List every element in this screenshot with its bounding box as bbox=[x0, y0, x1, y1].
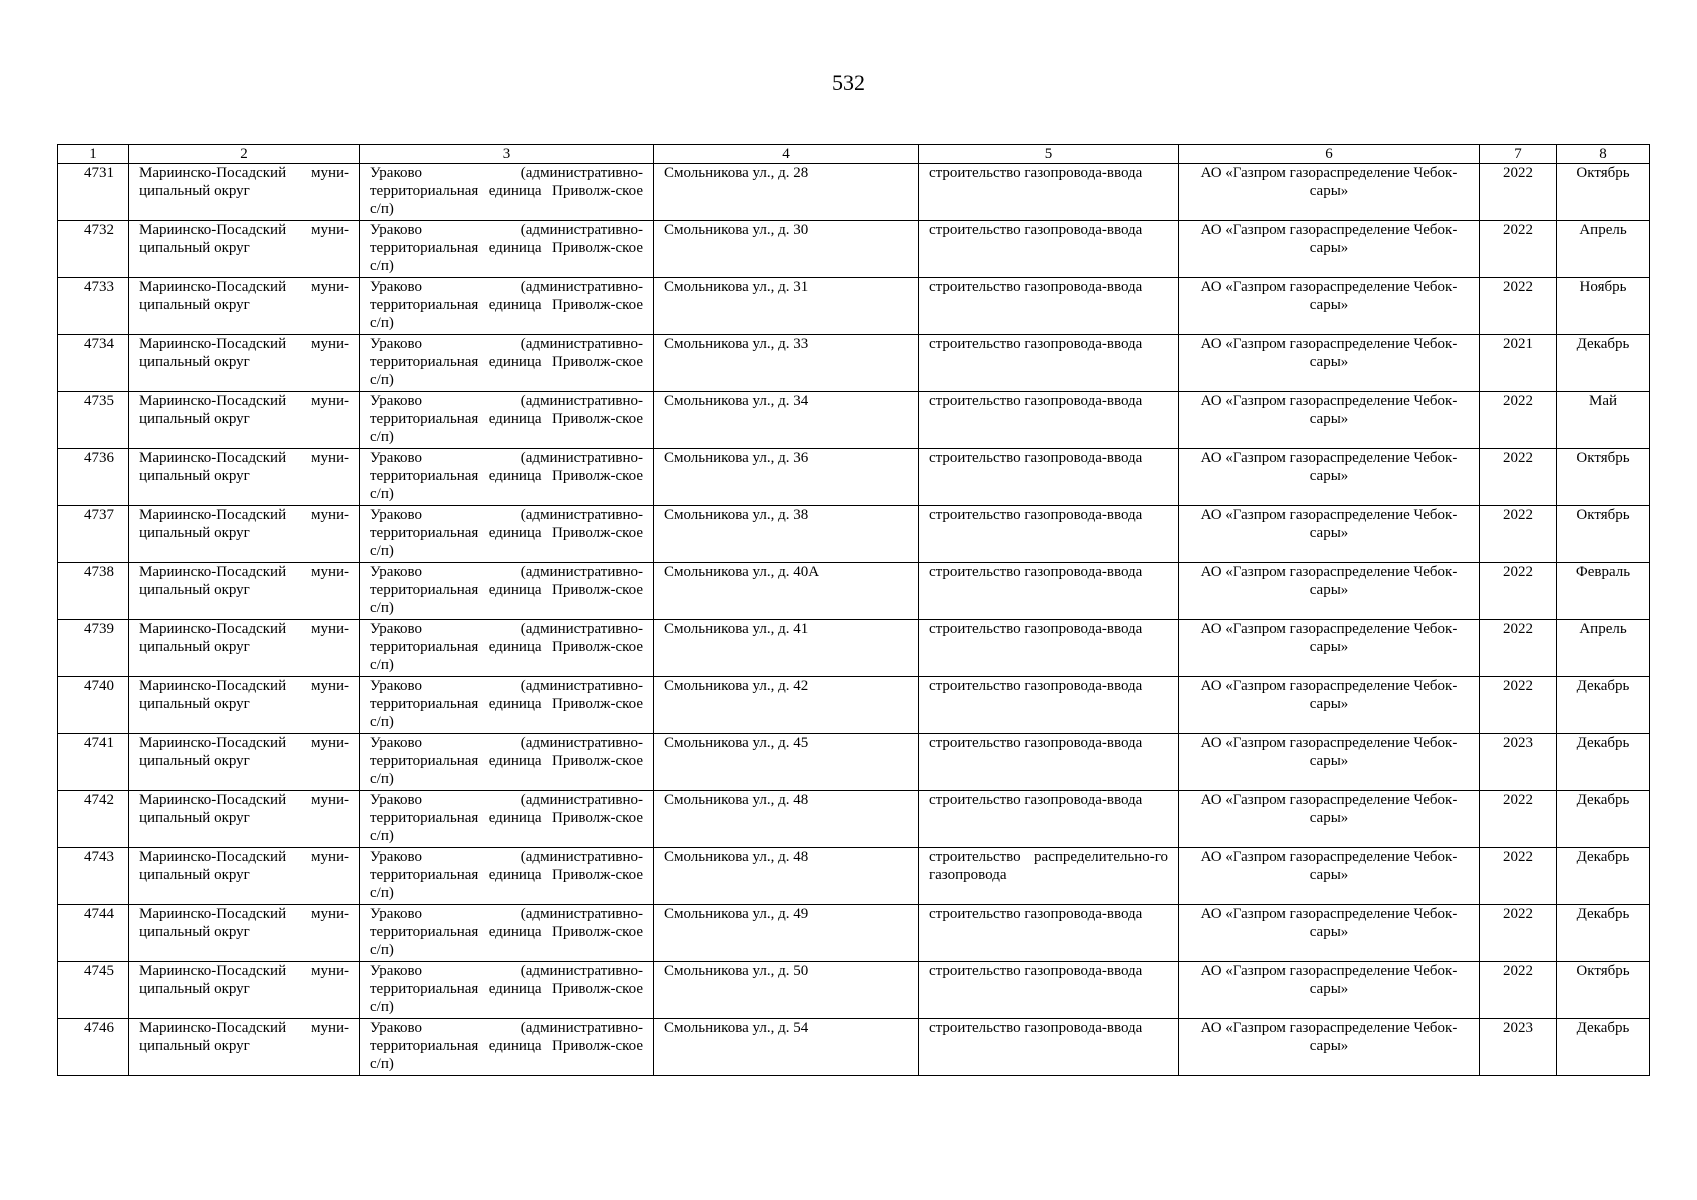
month-cell: Ноябрь bbox=[1557, 278, 1650, 335]
settlement-first-line bbox=[370, 506, 643, 524]
organization-cell: АО «Газпром газораспределение Чебок-сары» bbox=[1179, 677, 1480, 734]
settlement-type: (административно- bbox=[520, 222, 643, 238]
settlement-type: (административно- bbox=[520, 450, 643, 466]
year-cell: 2022 bbox=[1480, 392, 1557, 449]
settlement-name: Ураково bbox=[370, 792, 422, 808]
organization-cell: АО «Газпром газораспределение Чебок-сары» bbox=[1179, 449, 1480, 506]
settlement-unit: территориальная единица Приволж-ское с/п) bbox=[370, 867, 643, 901]
month-cell: Апрель bbox=[1557, 221, 1650, 278]
settlement-type: (административно- bbox=[520, 963, 643, 979]
column-header: 8 bbox=[1557, 145, 1650, 164]
settlement-first-line bbox=[370, 905, 643, 923]
table-row bbox=[58, 677, 1650, 734]
month-cell: Декабрь bbox=[1557, 848, 1650, 905]
row-number-cell: 4740 bbox=[58, 677, 129, 734]
district-cell: Мариинско-Посадский муни-ципальный округ bbox=[129, 449, 360, 506]
work-type-cell: строительство газопровода-ввода bbox=[919, 392, 1179, 449]
address-cell: Смольникова ул., д. 40А bbox=[654, 563, 919, 620]
year-cell: 2022 bbox=[1480, 677, 1557, 734]
month-cell: Декабрь bbox=[1557, 791, 1650, 848]
settlement-cell bbox=[360, 962, 654, 1019]
settlement-type: (административно- bbox=[520, 906, 643, 922]
row-number-cell: 4734 bbox=[58, 335, 129, 392]
district-cell: Мариинско-Посадский муни-ципальный округ bbox=[129, 677, 360, 734]
column-header: 3 bbox=[360, 145, 654, 164]
address-cell: Смольникова ул., д. 42 bbox=[654, 677, 919, 734]
address-cell: Смольникова ул., д. 50 bbox=[654, 962, 919, 1019]
settlement-unit: территориальная единица Приволж-ское с/п) bbox=[370, 297, 643, 331]
month-cell: Декабрь bbox=[1557, 335, 1650, 392]
settlement-name: Ураково bbox=[370, 507, 422, 523]
table-row bbox=[58, 506, 1650, 563]
year-cell: 2023 bbox=[1480, 734, 1557, 791]
year-cell: 2022 bbox=[1480, 848, 1557, 905]
row-number-cell: 4741 bbox=[58, 734, 129, 791]
settlement-name: Ураково bbox=[370, 564, 422, 580]
settlement-cell bbox=[360, 335, 654, 392]
row-number-cell: 4738 bbox=[58, 563, 129, 620]
settlement-unit: территориальная единица Приволж-ское с/п) bbox=[370, 810, 643, 844]
month-cell: Декабрь bbox=[1557, 734, 1650, 791]
settlement-cell bbox=[360, 449, 654, 506]
work-type-cell: строительство газопровода-ввода bbox=[919, 563, 1179, 620]
address-cell: Смольникова ул., д. 54 bbox=[654, 1019, 919, 1076]
work-type-cell: строительство газопровода-ввода bbox=[919, 506, 1179, 563]
address-cell: Смольникова ул., д. 28 bbox=[654, 164, 919, 221]
row-number-cell: 4731 bbox=[58, 164, 129, 221]
settlement-type: (административно- bbox=[520, 279, 643, 295]
year-cell: 2021 bbox=[1480, 335, 1557, 392]
table-header-row bbox=[58, 145, 1650, 164]
column-header: 6 bbox=[1179, 145, 1480, 164]
settlement-first-line bbox=[370, 449, 643, 467]
settlement-first-line bbox=[370, 164, 643, 182]
settlement-cell bbox=[360, 905, 654, 962]
organization-cell: АО «Газпром газораспределение Чебок-сары» bbox=[1179, 962, 1480, 1019]
address-cell: Смольникова ул., д. 45 bbox=[654, 734, 919, 791]
district-cell: Мариинско-Посадский муни-ципальный округ bbox=[129, 791, 360, 848]
year-cell: 2022 bbox=[1480, 962, 1557, 1019]
table-row bbox=[58, 221, 1650, 278]
column-header: 1 bbox=[58, 145, 129, 164]
district-cell: Мариинско-Посадский муни-ципальный округ bbox=[129, 392, 360, 449]
address-cell: Смольникова ул., д. 34 bbox=[654, 392, 919, 449]
settlement-cell bbox=[360, 221, 654, 278]
settlement-cell bbox=[360, 791, 654, 848]
settlement-name: Ураково bbox=[370, 279, 422, 295]
settlement-name: Ураково bbox=[370, 963, 422, 979]
row-number-cell: 4733 bbox=[58, 278, 129, 335]
work-type-cell: строительство газопровода-ввода bbox=[919, 449, 1179, 506]
table-row bbox=[58, 848, 1650, 905]
row-number-cell: 4737 bbox=[58, 506, 129, 563]
month-cell: Октябрь bbox=[1557, 164, 1650, 221]
address-cell: Смольникова ул., д. 36 bbox=[654, 449, 919, 506]
settlement-unit: территориальная единица Приволж-ское с/п) bbox=[370, 240, 643, 274]
address-cell: Смольникова ул., д. 48 bbox=[654, 848, 919, 905]
column-header: 4 bbox=[654, 145, 919, 164]
settlement-first-line bbox=[370, 848, 643, 866]
settlement-first-line bbox=[370, 335, 643, 353]
organization-cell: АО «Газпром газораспределение Чебок-сары» bbox=[1179, 1019, 1480, 1076]
data-table bbox=[57, 144, 1650, 1076]
settlement-unit: территориальная единица Приволж-ское с/п) bbox=[370, 525, 643, 559]
address-cell: Смольникова ул., д. 33 bbox=[654, 335, 919, 392]
year-cell: 2022 bbox=[1480, 278, 1557, 335]
column-header: 2 bbox=[129, 145, 360, 164]
settlement-first-line bbox=[370, 563, 643, 581]
work-type-cell: строительство газопровода-ввода bbox=[919, 962, 1179, 1019]
organization-cell: АО «Газпром газораспределение Чебок-сары» bbox=[1179, 563, 1480, 620]
settlement-type: (административно- bbox=[520, 507, 643, 523]
work-type-cell: строительство распределительно-го газопровода bbox=[919, 848, 1179, 905]
table-row bbox=[58, 392, 1650, 449]
work-type-cell: строительство газопровода-ввода bbox=[919, 164, 1179, 221]
settlement-cell bbox=[360, 392, 654, 449]
organization-cell: АО «Газпром газораспределение Чебок-сары» bbox=[1179, 734, 1480, 791]
row-number-cell: 4739 bbox=[58, 620, 129, 677]
settlement-first-line bbox=[370, 677, 643, 695]
organization-cell: АО «Газпром газораспределение Чебок-сары» bbox=[1179, 335, 1480, 392]
settlement-cell bbox=[360, 506, 654, 563]
table-row bbox=[58, 278, 1650, 335]
settlement-cell bbox=[360, 563, 654, 620]
settlement-first-line bbox=[370, 620, 643, 638]
district-cell: Мариинско-Посадский муни-ципальный округ bbox=[129, 620, 360, 677]
row-number-cell: 4746 bbox=[58, 1019, 129, 1076]
organization-cell: АО «Газпром газораспределение Чебок-сары» bbox=[1179, 848, 1480, 905]
month-cell: Октябрь bbox=[1557, 506, 1650, 563]
work-type-cell: строительство газопровода-ввода bbox=[919, 791, 1179, 848]
settlement-type: (административно- bbox=[520, 564, 643, 580]
table-row bbox=[58, 1019, 1650, 1076]
address-cell: Смольникова ул., д. 48 bbox=[654, 791, 919, 848]
settlement-unit: территориальная единица Приволж-ское с/п) bbox=[370, 639, 643, 673]
year-cell: 2022 bbox=[1480, 164, 1557, 221]
settlement-type: (административно- bbox=[520, 735, 643, 751]
work-type-cell: строительство газопровода-ввода bbox=[919, 677, 1179, 734]
year-cell: 2022 bbox=[1480, 620, 1557, 677]
settlement-type: (административно- bbox=[520, 621, 643, 637]
settlement-type: (административно- bbox=[520, 792, 643, 808]
settlement-name: Ураково bbox=[370, 165, 422, 181]
settlement-unit: территориальная единица Приволж-ское с/п) bbox=[370, 1038, 643, 1072]
settlement-name: Ураково bbox=[370, 393, 422, 409]
row-number-cell: 4745 bbox=[58, 962, 129, 1019]
address-cell: Смольникова ул., д. 31 bbox=[654, 278, 919, 335]
address-cell: Смольникова ул., д. 41 bbox=[654, 620, 919, 677]
district-cell: Мариинско-Посадский муни-ципальный округ bbox=[129, 563, 360, 620]
organization-cell: АО «Газпром газораспределение Чебок-сары» bbox=[1179, 278, 1480, 335]
district-cell: Мариинско-Посадский муни-ципальный округ bbox=[129, 1019, 360, 1076]
district-cell: Мариинско-Посадский муни-ципальный округ bbox=[129, 335, 360, 392]
year-cell: 2022 bbox=[1480, 905, 1557, 962]
table-row bbox=[58, 620, 1650, 677]
district-cell: Мариинско-Посадский муни-ципальный округ bbox=[129, 962, 360, 1019]
settlement-name: Ураково bbox=[370, 336, 422, 352]
table-row bbox=[58, 335, 1650, 392]
month-cell: Октябрь bbox=[1557, 449, 1650, 506]
district-cell: Мариинско-Посадский муни-ципальный округ bbox=[129, 221, 360, 278]
row-number-cell: 4732 bbox=[58, 221, 129, 278]
settlement-type: (административно- bbox=[520, 165, 643, 181]
month-cell: Декабрь bbox=[1557, 1019, 1650, 1076]
settlement-first-line bbox=[370, 734, 643, 752]
organization-cell: АО «Газпром газораспределение Чебок-сары» bbox=[1179, 620, 1480, 677]
settlement-cell bbox=[360, 1019, 654, 1076]
district-cell: Мариинско-Посадский муни-ципальный округ bbox=[129, 506, 360, 563]
work-type-cell: строительство газопровода-ввода bbox=[919, 905, 1179, 962]
year-cell: 2022 bbox=[1480, 221, 1557, 278]
year-cell: 2022 bbox=[1480, 506, 1557, 563]
settlement-cell bbox=[360, 164, 654, 221]
row-number-cell: 4735 bbox=[58, 392, 129, 449]
work-type-cell: строительство газопровода-ввода bbox=[919, 734, 1179, 791]
address-cell: Смольникова ул., д. 38 bbox=[654, 506, 919, 563]
address-cell: Смольникова ул., д. 49 bbox=[654, 905, 919, 962]
settlement-name: Ураково bbox=[370, 1020, 422, 1036]
district-cell: Мариинско-Посадский муни-ципальный округ bbox=[129, 734, 360, 791]
settlement-cell bbox=[360, 620, 654, 677]
district-cell: Мариинско-Посадский муни-ципальный округ bbox=[129, 905, 360, 962]
settlement-name: Ураково bbox=[370, 621, 422, 637]
district-cell: Мариинско-Посадский муни-ципальный округ bbox=[129, 278, 360, 335]
table-row bbox=[58, 563, 1650, 620]
table-row bbox=[58, 962, 1650, 1019]
organization-cell: АО «Газпром газораспределение Чебок-сары» bbox=[1179, 905, 1480, 962]
settlement-first-line bbox=[370, 392, 643, 410]
settlement-name: Ураково bbox=[370, 735, 422, 751]
column-header: 5 bbox=[919, 145, 1179, 164]
settlement-name: Ураково bbox=[370, 906, 422, 922]
settlement-unit: территориальная единица Приволж-ское с/п) bbox=[370, 354, 643, 388]
work-type-cell: строительство газопровода-ввода bbox=[919, 1019, 1179, 1076]
year-cell: 2023 bbox=[1480, 1019, 1557, 1076]
settlement-cell bbox=[360, 677, 654, 734]
year-cell: 2022 bbox=[1480, 449, 1557, 506]
settlement-name: Ураково bbox=[370, 222, 422, 238]
settlement-first-line bbox=[370, 962, 643, 980]
settlement-type: (административно- bbox=[520, 393, 643, 409]
table-row bbox=[58, 791, 1650, 848]
row-number-cell: 4743 bbox=[58, 848, 129, 905]
organization-cell: АО «Газпром газораспределение Чебок-сары» bbox=[1179, 164, 1480, 221]
settlement-type: (административно- bbox=[520, 849, 643, 865]
district-cell: Мариинско-Посадский муни-ципальный округ bbox=[129, 848, 360, 905]
month-cell: Май bbox=[1557, 392, 1650, 449]
year-cell: 2022 bbox=[1480, 563, 1557, 620]
row-number-cell: 4742 bbox=[58, 791, 129, 848]
row-number-cell: 4744 bbox=[58, 905, 129, 962]
settlement-type: (административно- bbox=[520, 336, 643, 352]
district-cell: Мариинско-Посадский муни-ципальный округ bbox=[129, 164, 360, 221]
settlement-first-line bbox=[370, 791, 643, 809]
settlement-cell bbox=[360, 734, 654, 791]
column-header: 7 bbox=[1480, 145, 1557, 164]
settlement-first-line bbox=[370, 278, 643, 296]
month-cell: Декабрь bbox=[1557, 905, 1650, 962]
settlement-unit: территориальная единица Приволж-ское с/п) bbox=[370, 582, 643, 616]
settlement-unit: территориальная единица Приволж-ское с/п) bbox=[370, 753, 643, 787]
settlement-unit: территориальная единица Приволж-ское с/п) bbox=[370, 981, 643, 1015]
settlement-name: Ураково bbox=[370, 450, 422, 466]
work-type-cell: строительство газопровода-ввода bbox=[919, 221, 1179, 278]
page-number: 532 bbox=[832, 70, 865, 95]
settlement-name: Ураково bbox=[370, 849, 422, 865]
settlement-first-line bbox=[370, 221, 643, 239]
settlement-name: Ураково bbox=[370, 678, 422, 694]
month-cell: Октябрь bbox=[1557, 962, 1650, 1019]
table-row bbox=[58, 449, 1650, 506]
organization-cell: АО «Газпром газораспределение Чебок-сары» bbox=[1179, 791, 1480, 848]
month-cell: Апрель bbox=[1557, 620, 1650, 677]
settlement-cell bbox=[360, 278, 654, 335]
work-type-cell: строительство газопровода-ввода bbox=[919, 278, 1179, 335]
settlement-type: (административно- bbox=[520, 678, 643, 694]
settlement-unit: территориальная единица Приволж-ское с/п) bbox=[370, 696, 643, 730]
table-row bbox=[58, 164, 1650, 221]
settlement-first-line bbox=[370, 1019, 643, 1037]
settlement-unit: территориальная единица Приволж-ское с/п) bbox=[370, 468, 643, 502]
year-cell: 2022 bbox=[1480, 791, 1557, 848]
month-cell: Февраль bbox=[1557, 563, 1650, 620]
settlement-unit: территориальная единица Приволж-ское с/п) bbox=[370, 924, 643, 958]
row-number-cell: 4736 bbox=[58, 449, 129, 506]
organization-cell: АО «Газпром газораспределение Чебок-сары» bbox=[1179, 392, 1480, 449]
table-row bbox=[58, 905, 1650, 962]
settlement-unit: территориальная единица Приволж-ское с/п) bbox=[370, 183, 643, 217]
settlement-unit: территориальная единица Приволж-ское с/п) bbox=[370, 411, 643, 445]
organization-cell: АО «Газпром газораспределение Чебок-сары» bbox=[1179, 221, 1480, 278]
table-row bbox=[58, 734, 1650, 791]
settlement-type: (административно- bbox=[520, 1020, 643, 1036]
month-cell: Декабрь bbox=[1557, 677, 1650, 734]
settlement-cell bbox=[360, 848, 654, 905]
organization-cell: АО «Газпром газораспределение Чебок-сары» bbox=[1179, 506, 1480, 563]
address-cell: Смольникова ул., д. 30 bbox=[654, 221, 919, 278]
work-type-cell: строительство газопровода-ввода bbox=[919, 335, 1179, 392]
work-type-cell: строительство газопровода-ввода bbox=[919, 620, 1179, 677]
